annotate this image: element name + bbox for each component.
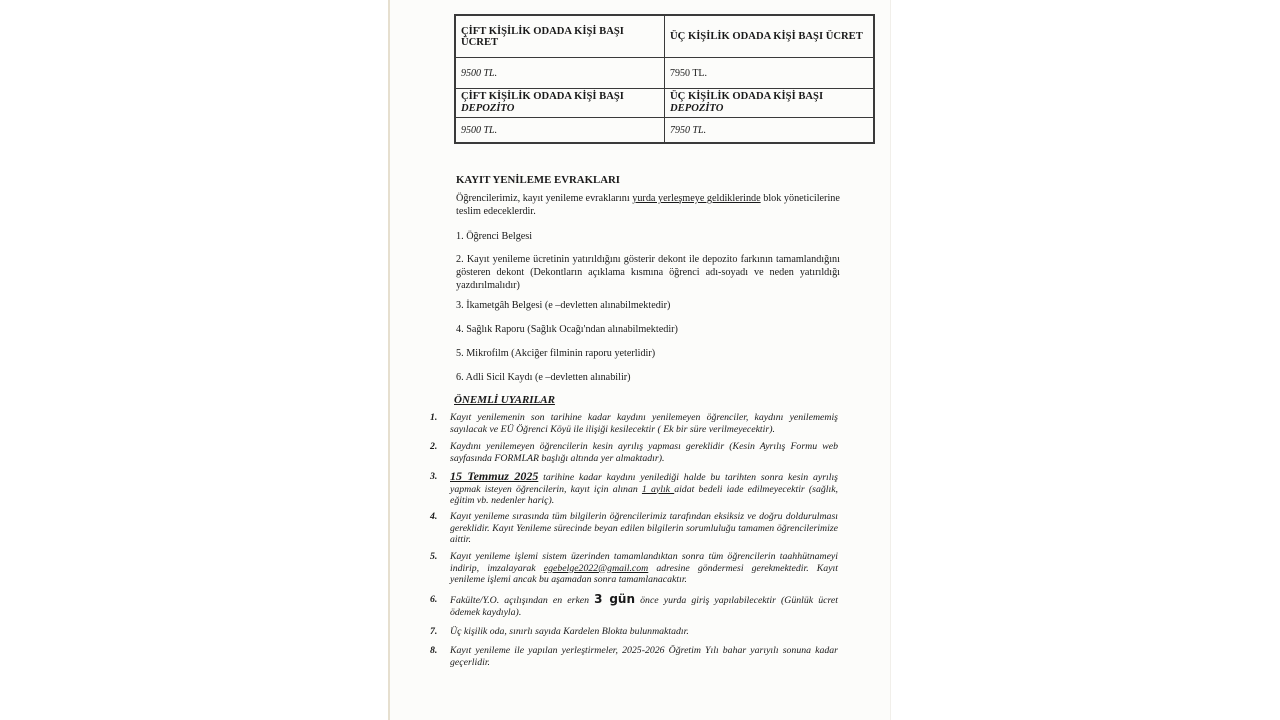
document-item: 5. Mikrofilm (Akciğer filminin raporu yeterlidir) <box>456 348 656 359</box>
deadline-date: 15 Temmuz 2025 <box>450 469 539 483</box>
warning-item <box>430 551 838 586</box>
warning-text-part: önce yurda giriş yapılabilecektir (Günlük ücret ödemek kaydıyla). <box>450 595 838 618</box>
warning-text: Kayıt yenileme ile yapılan yerleştirmeler, 2025-2026 Öğretim Yılı bahar yarıyılı sonuna kadar geçerlidir. <box>450 645 838 668</box>
warning-number: 5. <box>430 551 438 562</box>
fee-table <box>454 14 875 144</box>
fee-header-row <box>455 15 874 58</box>
deposit-header-double-text: ÇİFT KİŞİLİK ODADA KİŞİ BAŞI <box>461 91 624 102</box>
deposit-word: DEPOZİTO <box>670 103 724 114</box>
warning-number: 1. <box>430 412 438 423</box>
intro-underlined: yurda yerleşmeye geldiklerinde <box>632 193 761 204</box>
warning-number: 7. <box>430 626 438 637</box>
header-double-room-deposit <box>455 89 665 118</box>
email-link[interactable]: egebelge2022@gmail.com <box>543 562 649 574</box>
document-item: 3. İkametgâh Belgesi (e –devletten alınabilmektedir) <box>456 300 671 311</box>
warning-text <box>450 551 838 586</box>
warning-text: Üç kişilik oda, sınırlı sayıda Kardelen Blokta bulunmaktadır. <box>450 626 689 637</box>
warning-text <box>450 471 838 507</box>
header-triple-room-fee: ÜÇ KİŞİLİK ODADA KİŞİ BAŞI ÜCRET <box>665 15 875 58</box>
deposit-header-triple-text: ÜÇ KİŞİLİK ODADA KİŞİ BAŞI <box>670 91 824 102</box>
deposit-double-value: 9500 TL. <box>455 118 665 144</box>
fee-triple-value: 7950 TL. <box>665 58 875 89</box>
warning-number: 2. <box>430 441 438 452</box>
document-item: 4. Sağlık Raporu (Sağlık Ocağı'ndan alınabilmektedir) <box>456 324 678 335</box>
warning-text-part: aidat bedeli iade edilmeyecektir (sağlık, eğitim vb. nedenler hariç). <box>450 483 838 506</box>
warning-text: Kaydını yenilemeyen öğrencilerin kesin ayrılış yapması gereklidir (Kesin Ayrılış Formu web sayfasında FORMLAR başlığı altında yer almaktadır). <box>450 441 838 464</box>
deposit-value-row <box>455 118 874 144</box>
warning-item <box>430 594 838 618</box>
warning-text: Kayıt yenileme sırasında tüm bilgilerin öğrencilerimiz tarafından eksiksiz ve doğru doldurulması gereklidir. Kayıt Yenileme sürecinde beyan edilen bilgilerin sorumluluğu tamamen öğrencilerimize aittir. <box>450 511 838 545</box>
warning-item <box>430 626 838 638</box>
warning-text-part: tarihine kadar kaydını yenilediği halde bu tarihten sonra kesin ayrılış yapmak isteyen öğrencilerin, kayıt için alınan <box>450 472 838 495</box>
warning-text <box>450 594 838 618</box>
document-page <box>388 0 890 720</box>
deposit-word: DEPOZİTO <box>461 103 515 114</box>
documents-intro <box>456 192 840 218</box>
fee-double-value: 9500 TL. <box>455 58 665 89</box>
deposit-header-row <box>455 89 874 118</box>
warning-item <box>430 511 838 546</box>
warning-number: 3. <box>430 471 438 482</box>
warning-text-part: Fakülte/Y.O. açılışından en erken <box>450 595 595 606</box>
warning-number: 6. <box>430 594 438 605</box>
warning-text-part: Kayıt yenileme işlemi sistem üzerinden tamamlandıktan sonra tüm öğrencilerin taahhütnameyi indirip, imzalayarak <box>450 551 838 574</box>
warning-item <box>430 412 838 435</box>
warning-item <box>430 441 838 464</box>
warning-item <box>430 471 838 507</box>
intro-text-before: Öğrencilerimiz, kayıt yenileme evraklarını <box>456 193 633 204</box>
fee-value-row <box>455 58 874 89</box>
fee-period: 1 aylık <box>641 483 675 495</box>
deposit-triple-value: 7950 TL. <box>665 118 875 144</box>
warning-item <box>430 645 838 668</box>
intro-text-after: blok yöneticilerine teslim edeceklerdir. <box>456 193 840 217</box>
warning-number: 8. <box>430 645 438 656</box>
warning-text: Kayıt yenilemenin son tarihine kadar kaydını yenilemeyen öğrenciler, kaydını yenilememiş sayılacak ve EÜ Öğrenci Köyü ile ilişiği kesilecektir ( Ek bir süre verilmeyecektir). <box>450 412 838 435</box>
header-triple-room-deposit <box>665 89 875 118</box>
header-double-room-fee: ÇİFT KİŞİLİK ODADA KİŞİ BAŞI ÜCRET <box>455 15 665 58</box>
warning-number: 4. <box>430 511 438 522</box>
warnings-title: ÖNEMLİ UYARILAR <box>454 394 555 406</box>
document-item: 1. Öğrenci Belgesi <box>456 231 533 242</box>
document-item: 6. Adli Sicil Kaydı (e –devletten alınabilir) <box>456 372 631 383</box>
document-item: 2. Kayıt yenileme ücretinin yatırıldığını gösterir dekont ile depozito farkının tamamlandığını gösteren dekont (Dekontların açıklama kısmına öğrenci adı-soyadı ve neden yatırıldığı yazdırılmalıdır) <box>456 254 840 291</box>
days-count: 3 gün <box>594 592 636 606</box>
documents-section-title: KAYIT YENİLEME EVRAKLARI <box>456 174 620 186</box>
warning-text-part: adresine göndermesi gerekmektedir. Kayıt yenileme işlemi ancak bu aşamadan sonra tamamlanacaktır. <box>450 562 838 585</box>
